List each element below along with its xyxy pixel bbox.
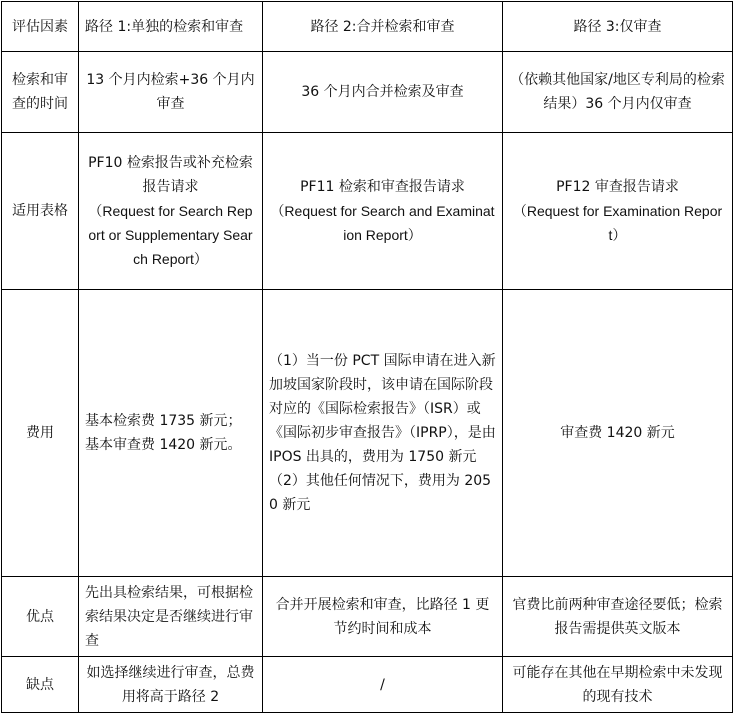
timing-route-1: 13 个月内检索+36 个月内审查 (79, 52, 263, 133)
fees-route-1 (79, 290, 263, 577)
form-english-name: （Request for Examination Report） (512, 203, 723, 243)
row-label-timing: 检索和审查的时间 (2, 52, 79, 133)
row-disadvantages (2, 657, 733, 713)
timing-route-3: （依赖其他国家/地区专利局的检索结果）36 个月内仅审查 (503, 52, 733, 133)
disadvantages-route-2: / (263, 657, 503, 713)
forms-route-3 (503, 133, 733, 290)
fee-condition-2: （2）其他任何情况下，费用为 2050 新元 (269, 473, 492, 513)
form-name: PF12 审查报告请求 (556, 179, 679, 195)
form-english-name: （Request for Search Report or Supplementary Search Report） (88, 203, 253, 267)
fee-line: 基本审查费 1420 新元。 (85, 437, 242, 453)
fees-route-3: 审查费 1420 新元 (503, 290, 733, 577)
fee-condition-1: （1）当一份 PCT 国际申请在进入新加坡国家阶段时，该申请在国际阶段对应的《国际检索报告》（ISR）或《国际初步审查报告》（IPRP），是由 IPOS 出具的，费用为 1750 新元 (269, 353, 496, 465)
form-name: PF10 检索报告或补充检索报告请求 (88, 155, 253, 195)
disadvantages-route-1: 如选择继续进行审查，总费用将高于路径 2 (79, 657, 263, 713)
row-fees (2, 290, 733, 577)
forms-route-1 (79, 133, 263, 290)
fees-route-2 (263, 290, 503, 577)
forms-route-2 (263, 133, 503, 290)
advantages-route-2: 合并开展检索和审查，比路径 1 更节约时间和成本 (263, 577, 503, 657)
row-label-fees: 费用 (2, 290, 79, 577)
form-english-name: （Request for Search and Examination Report） (270, 203, 495, 243)
header-route-3: 路径 3:仅审查 (503, 2, 733, 52)
row-advantages (2, 577, 733, 657)
row-timing (2, 52, 733, 133)
route-comparison-table (1, 1, 733, 713)
header-route-1: 路径 1:单独的检索和审查 (79, 2, 263, 52)
header-row (2, 2, 733, 52)
header-factor: 评估因素 (2, 2, 79, 52)
row-label-advantages: 优点 (2, 577, 79, 657)
timing-route-2: 36 个月内合并检索及审查 (263, 52, 503, 133)
header-route-2: 路径 2:合并检索和审查 (263, 2, 503, 52)
row-label-forms: 适用表格 (2, 133, 79, 290)
advantages-route-1: 先出具检索结果，可根据检索结果决定是否继续进行审查 (79, 577, 263, 657)
advantages-route-3: 官费比前两种审查途径要低；检索报告需提供英文版本 (503, 577, 733, 657)
disadvantages-route-3: 可能存在其他在早期检索中未发现的现有技术 (503, 657, 733, 713)
form-name: PF11 检索和审查报告请求 (300, 179, 465, 195)
fee-line: 基本检索费 1735 新元； (85, 413, 242, 429)
row-label-disadvantages: 缺点 (2, 657, 79, 713)
row-forms (2, 133, 733, 290)
